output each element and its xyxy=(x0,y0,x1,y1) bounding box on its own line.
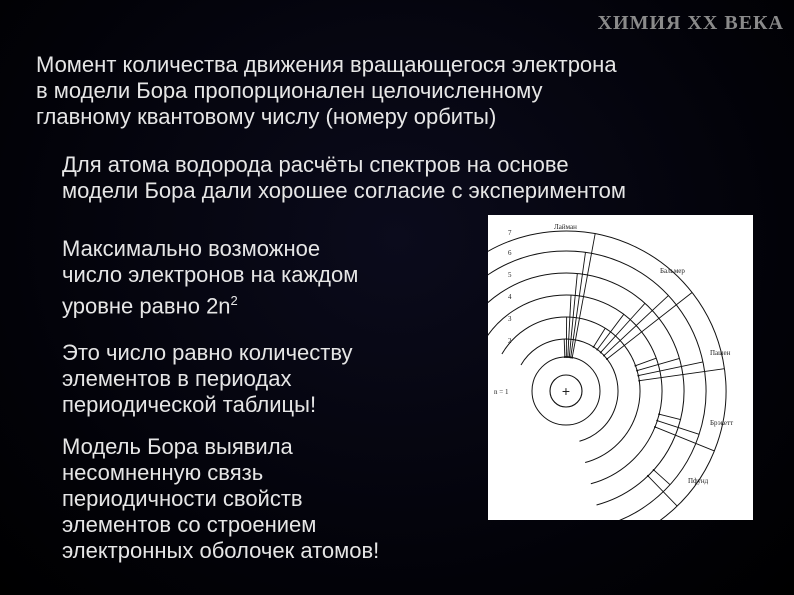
point-max-electrons xyxy=(62,236,472,319)
arrow-head xyxy=(600,351,602,353)
arrow-head xyxy=(603,355,605,357)
transition-line xyxy=(594,328,606,347)
intro-line: главному квантовому числу (номеру орбиты) xyxy=(36,104,497,129)
series-label: Пфунд xyxy=(688,477,709,485)
arrow-head xyxy=(596,348,598,350)
arrow-head xyxy=(637,375,639,377)
level-label: 5 xyxy=(508,271,512,279)
point-line: Максимально возможное xyxy=(62,236,321,261)
transition-line xyxy=(607,292,692,358)
transition-line xyxy=(604,296,668,356)
point-bohr-conclusion xyxy=(62,434,482,564)
transition-line xyxy=(655,427,714,451)
orbit-ring xyxy=(488,251,706,520)
bohr-model-figure xyxy=(488,215,753,520)
point-line: элементов со строением xyxy=(62,512,317,537)
arrow-head xyxy=(635,365,637,367)
series-labels xyxy=(554,223,733,485)
transition-line xyxy=(659,414,680,419)
arrow-head xyxy=(571,357,573,359)
point-line: число электронов на каждом xyxy=(62,262,359,287)
transition-line xyxy=(569,274,577,358)
series-label: Брэкетт xyxy=(710,419,734,427)
point-line: периодичности свойств xyxy=(62,486,303,511)
arrow-head xyxy=(656,420,658,422)
intro-line: в модели Бора пропорционален целочисленному xyxy=(36,78,543,103)
arrow-head xyxy=(636,370,638,372)
arrow-head xyxy=(654,426,656,428)
point-periods xyxy=(62,340,472,418)
point-line: периодической таблицы! xyxy=(62,392,317,417)
series-label: Лайман xyxy=(554,223,577,231)
level-label: 7 xyxy=(508,229,512,237)
point-line: Для атома водорода расчёты спектров на основе xyxy=(62,152,569,177)
level-label: 6 xyxy=(508,249,512,257)
intro-text xyxy=(36,52,786,130)
bohr-model-diagram xyxy=(488,215,753,520)
point-hydrogen-spectra xyxy=(62,152,792,204)
level-label-n1: n = 1 xyxy=(494,388,509,396)
arrow-head xyxy=(653,469,655,471)
level-label: 4 xyxy=(508,293,512,301)
point-line: Это число равно количеству xyxy=(62,340,353,365)
point-line: элементов в периодах xyxy=(62,366,292,391)
level-label: 3 xyxy=(508,315,512,323)
transition-line xyxy=(654,470,670,485)
series-label: Пашен xyxy=(710,349,731,357)
nucleus-symbol: + xyxy=(561,383,571,399)
point-line: Модель Бора выявила xyxy=(62,434,293,459)
arrow-head xyxy=(647,475,649,477)
formula-exponent: 2 xyxy=(230,293,238,308)
formula-text: уровне равно 2n xyxy=(62,293,231,319)
arrow-head xyxy=(638,380,640,382)
transition-line xyxy=(657,421,699,435)
arrow-head xyxy=(606,358,608,360)
point-line: несомненную связь xyxy=(62,460,264,485)
point-line: электронных оболочек атомов! xyxy=(62,538,380,563)
transition-line xyxy=(637,358,679,370)
point-line: модели Бора дали хорошее согласие с экспериментом xyxy=(62,178,627,203)
slide-header-label: ХИМИЯ XX ВЕКА xyxy=(597,12,784,34)
level-label: 2 xyxy=(508,337,512,345)
intro-line: Момент количества движения вращающегося электрона xyxy=(36,52,617,77)
series-label: Бальмер xyxy=(660,267,685,275)
point-line xyxy=(62,288,472,319)
arrow-head xyxy=(658,413,660,415)
arrow-head xyxy=(593,346,595,348)
transition-line xyxy=(564,339,565,357)
transition-line xyxy=(636,358,657,366)
